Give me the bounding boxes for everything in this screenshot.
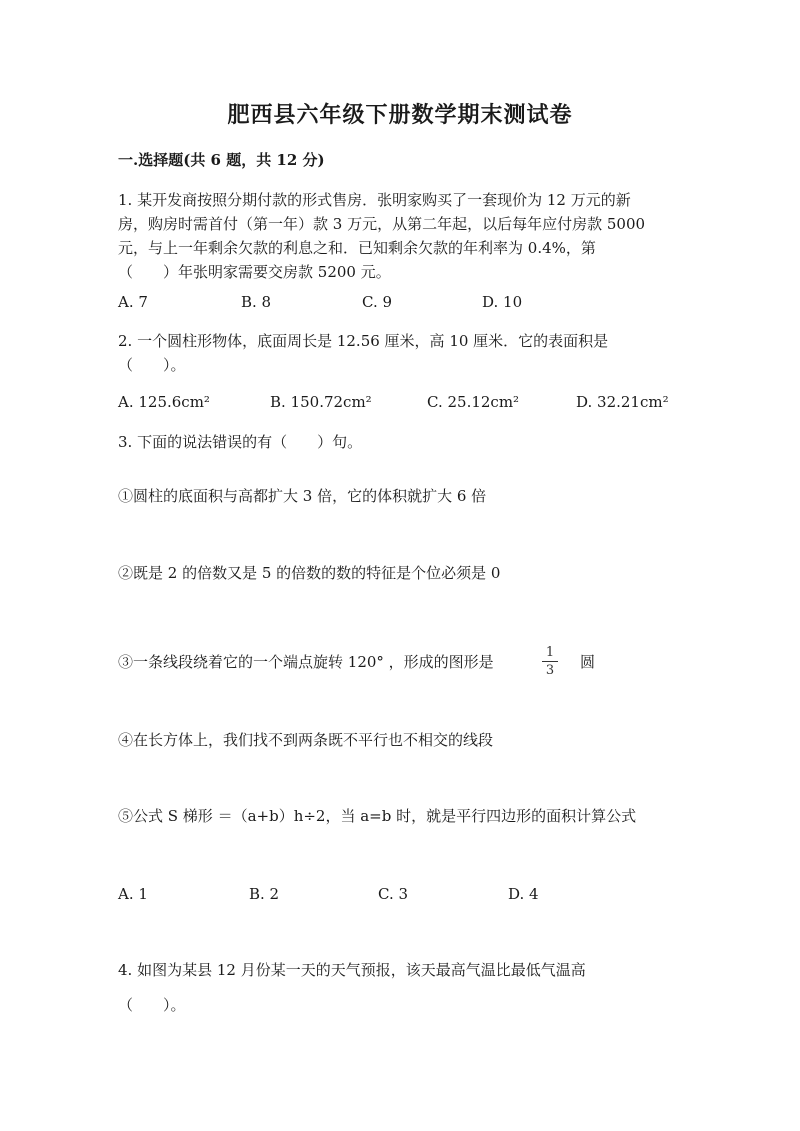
q2-option-a: A. 125.6cm²: [118, 393, 210, 411]
q3-statement-5: ⑤公式 S 梯形 ＝（a+b）h÷2，当 a=b 时，就是平行四边形的面积计算公式: [118, 807, 637, 825]
q1-line-3: 元，与上一年剩余欠款的利息之和．已知剩余欠款的年利率为 0.4%，第: [118, 239, 596, 257]
q3-option-b: B. 2: [249, 885, 280, 903]
q2-option-d: D. 32.21cm²: [576, 393, 669, 411]
q3-statement-1: ①圆柱的底面积与高都扩大 3 倍，它的体积就扩大 6 倍: [118, 487, 487, 505]
q2-line-2: （ ）。: [118, 356, 186, 374]
q4-line-2: （ ）。: [118, 996, 186, 1014]
q3-option-d: D. 4: [508, 885, 539, 903]
q1-option-c: C. 9: [362, 293, 393, 311]
section-heading: 一.选择题(共 6 题，共 12 分): [118, 151, 325, 169]
q3-statement-3: ③一条线段绕着它的一个端点旋转 120° ，形成的图形是: [118, 653, 494, 671]
q3-option-c: C. 3: [378, 885, 409, 903]
fraction-numerator: 1: [545, 645, 555, 660]
q1-option-d: D. 10: [482, 293, 523, 311]
q3-statement-2: ②既是 2 的倍数又是 5 的倍数的数的特征是个位必须是 0: [118, 564, 501, 582]
q2-option-b: B. 150.72cm²: [270, 393, 372, 411]
page-title: 肥西县六年级下册数学期末测试卷: [227, 102, 573, 128]
fraction-denominator: 3: [545, 663, 555, 678]
q2-option-c: C. 25.12cm²: [427, 393, 520, 411]
q1-line-2: 房，购房时需首付（第一年）款 3 万元，从第二年起，以后每年应付房款 5000: [118, 215, 646, 233]
fraction-one-third: [541, 645, 559, 678]
q3-option-a: A. 1: [118, 885, 148, 903]
q4-line-1: 4. 如图为某县 12 月份某一天的天气预报，该天最高气温比最低气温高: [118, 961, 586, 979]
q3-statement-4: ④在长方体上，我们找不到两条既不平行也不相交的线段: [118, 731, 494, 749]
q1-option-a: A. 7: [118, 293, 148, 311]
q3-stem: 3. 下面的说法错误的有（ ）句。: [118, 433, 363, 451]
q2-line-1: 2. 一个圆柱形物体，底面周长是 12.56 厘米，高 10 厘米．它的表面积是: [118, 332, 609, 350]
fraction-bar: [542, 661, 558, 662]
q3-statement-3-suffix: 圆: [580, 653, 596, 671]
q1-line-4: （ ）年张明家需要交房款 5200 元。: [118, 263, 391, 281]
q1-option-b: B. 8: [241, 293, 272, 311]
q1-line-1: 1. 某开发商按照分期付款的形式售房．张明家购买了一套现价为 12 万元的新: [118, 191, 631, 209]
